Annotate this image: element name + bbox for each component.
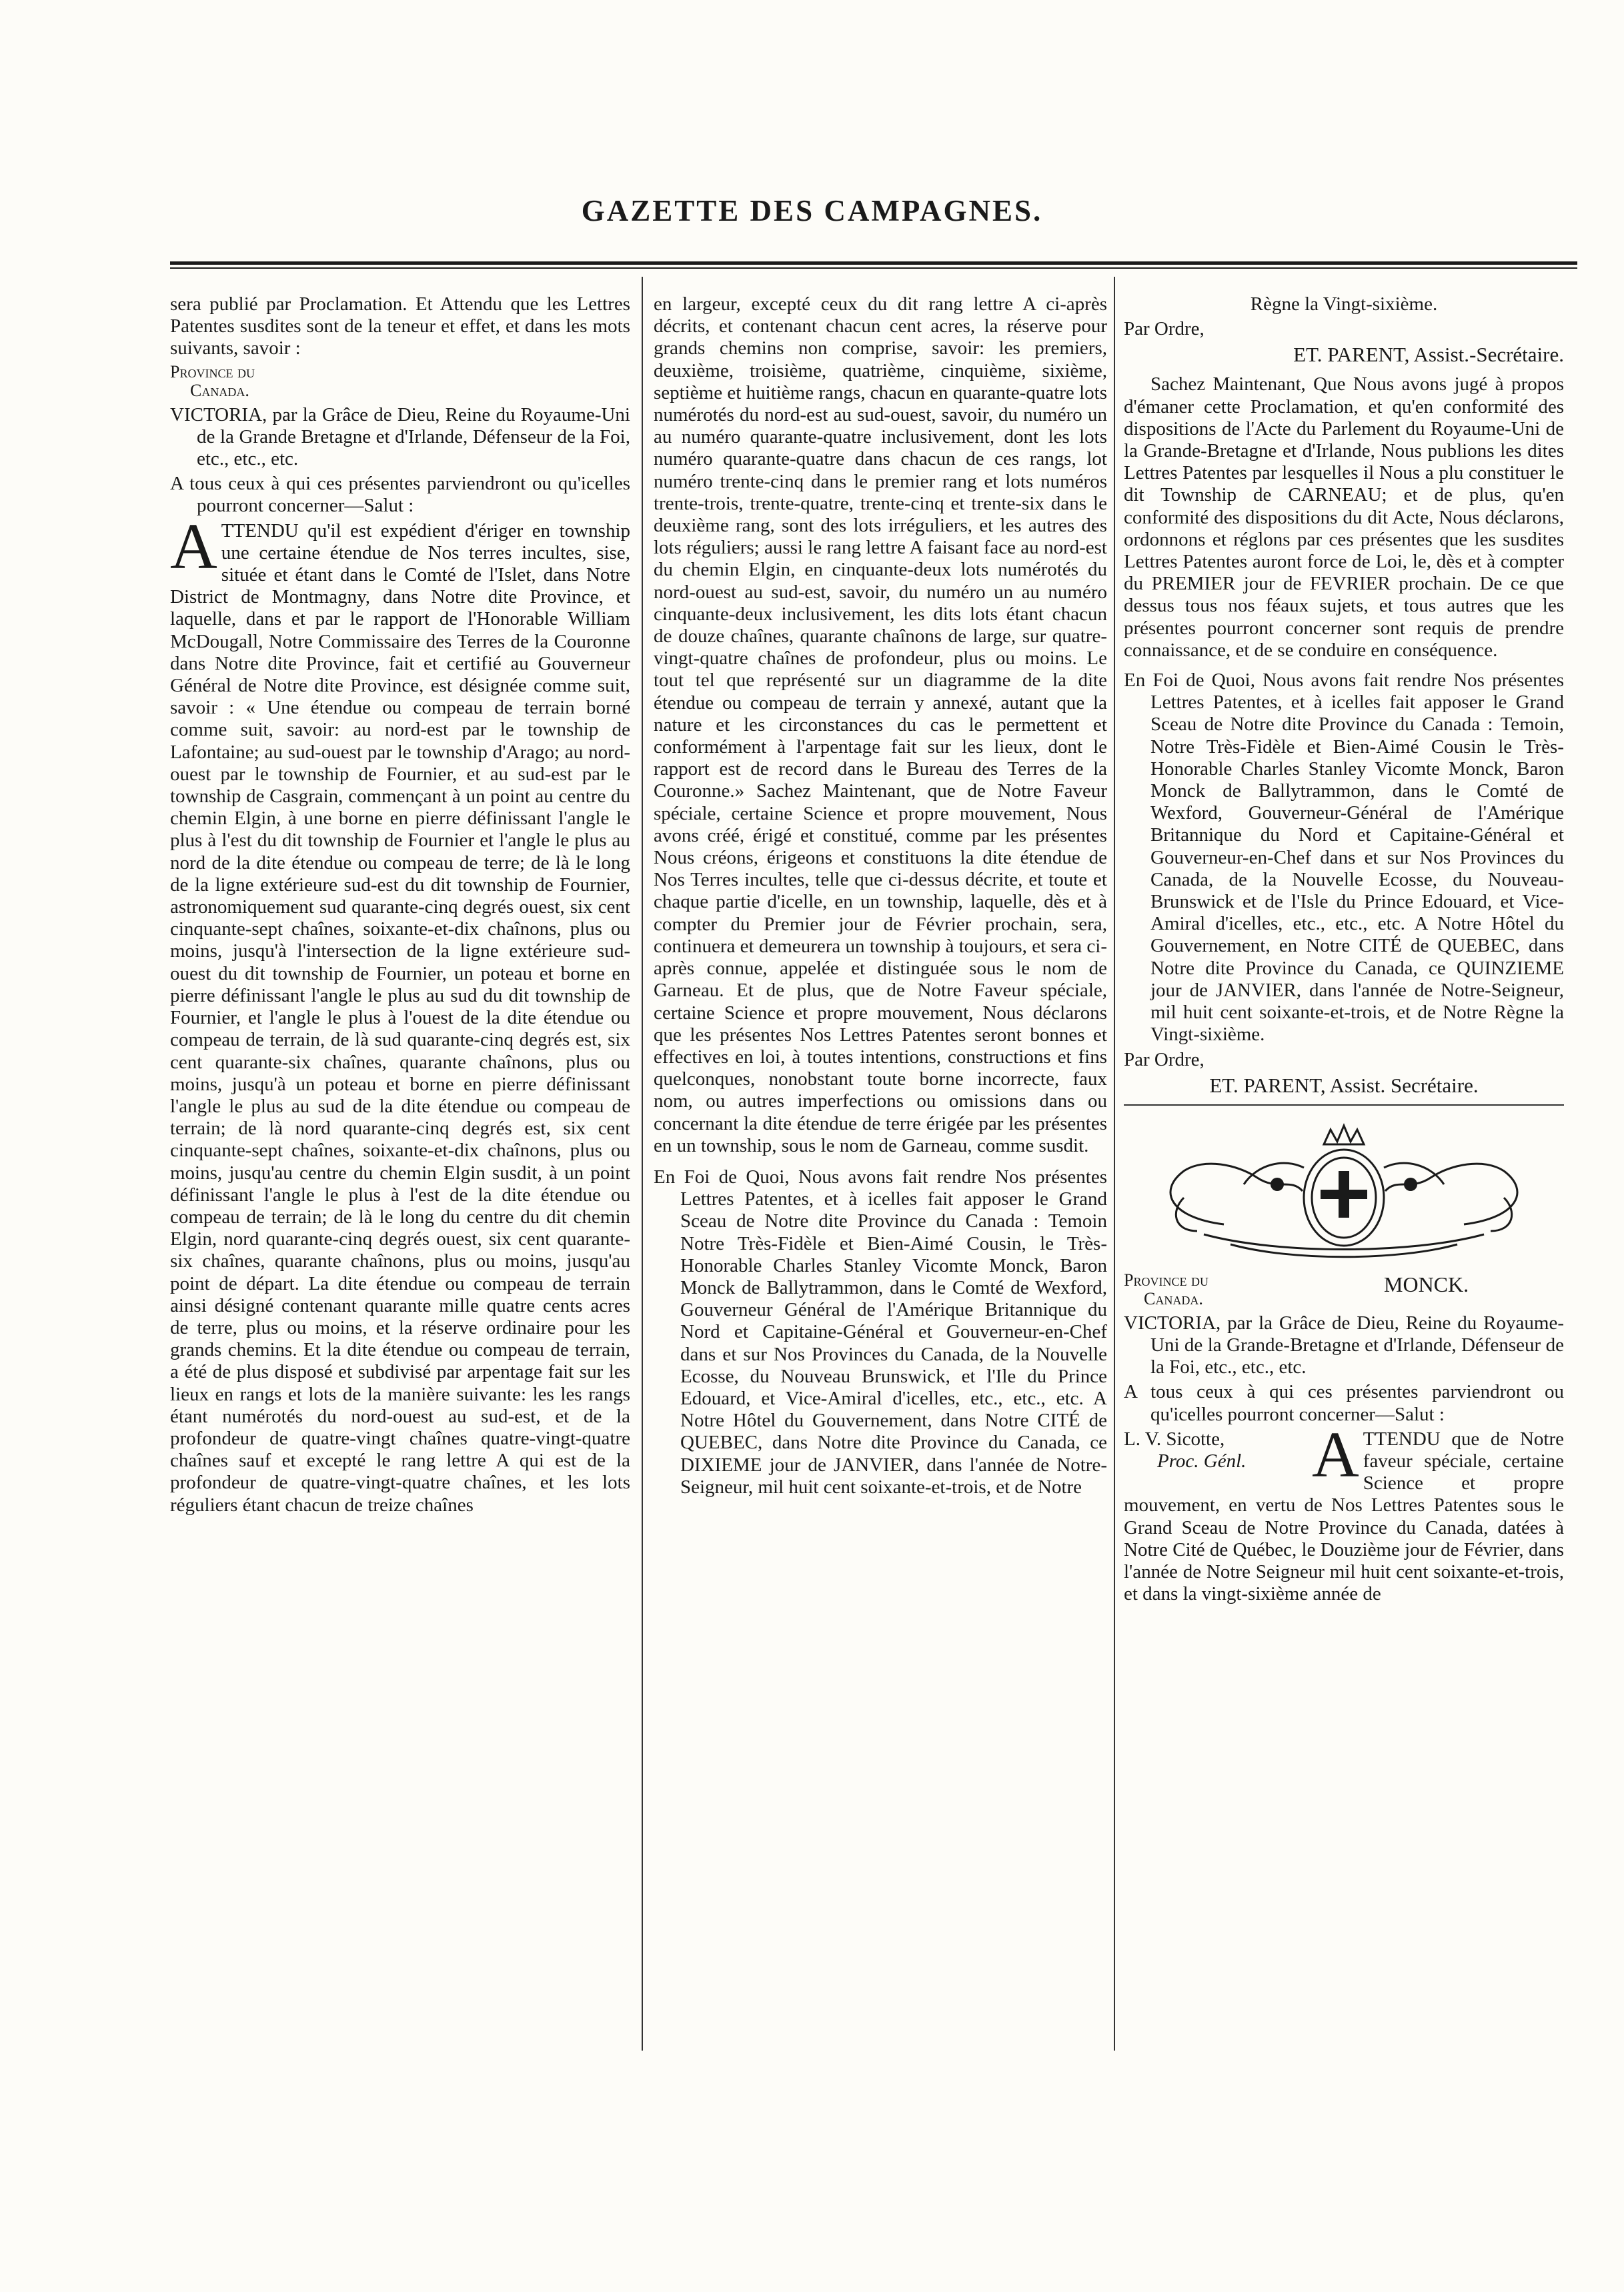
column-2 [654, 293, 1107, 1501]
sicotte-signature: L. V. Sicotte, Proc. Génl. [1124, 1428, 1247, 1472]
monck-signature: MONCK. [1384, 1272, 1469, 1296]
drop-cap-2: A [1312, 1418, 1359, 1491]
victoria-heading: VICTORIA, par la Grâce de Dieu, Reine du Royaume-Uni de la Grande Bretagne et d'Irlande, Défenseur de la Foi, etc., etc., etc. [170, 403, 630, 470]
victoria-heading-2: VICTORIA, par la Grâce de Dieu, Reine du Royaume-Uni de la Grande-Bretagne et d'Irlande, Défenseur de la Foi, etc., etc., etc. [1124, 1312, 1564, 1378]
royal-arms-emblem [1144, 1118, 1544, 1264]
par-ordre-2: Par Ordre, [1124, 1048, 1204, 1070]
column-1 [170, 293, 630, 1519]
foi-paragraph-2: En Foi de Quoi, Nous avons fait rendre Nos présentes Lettres Patentes, et à icelles fait apposer le Grand Sceau de Notre dite Province du Canada : Temoin, Notre Très-Fidèle et Bien-Aimé Cousin le Très-Honorable Charles Stanley Vicomte Monck, Baron Monck de Ballytrammon, dans le Comté de Wexford, Gouverneur-Général de l'Amérique Britannique du Nord et Capitaine-Général et Gouverneur-en-Chef dans et sur Nos Provinces du Canada, de la Nouvelle Ecosse, du Nouveau-Brunswick et de l'Isle du Prince Edouard, et Vice-Amiral d'icelles, etc., etc., etc. A Notre Hôtel du Gouvernement, en Notre CITÉ de QUEBEC, dans Notre dite Province du Canada, ce QUINZIEME jour de JANVIER, dans l'année de Notre-Seigneur, mil huit cent soixante-et-trois, et de Notre Règne la Vingt-sixième. [1124, 670, 1564, 1046]
header-rule-thin [170, 267, 1577, 269]
drop-cap: A [170, 510, 217, 583]
attendu-text: TTENDU que de Notre faveur spéciale, certaine Science et propre mouvement, en vertu de Nos Lettres Patentes sous le Grand Sceau de Notre Province du Canada, datées à Notre Cité de Québec, le Douzième jour de Février, dans l'année de Notre Seigneur mil huit cent soixante-et-trois, et dans la vingt-sixième année de [1124, 1428, 1564, 1605]
column-divider-2 [1114, 277, 1115, 2051]
intro-paragraph: sera publié par Proclamation. Et Attendu que les Lettres Patentes susdites sont de la teneur et effet, et dans les mots suivants, savoir : [170, 293, 630, 359]
sachez-paragraph: Sachez Maintenant, Que Nous avons jugé à propos d'émaner cette Proclamation, et qu'en conformité des dispositions de l'Acte du Parlement du Royaume-Uni de la Grande-Bretagne et d'Irlande, Nous publions les dites Lettres Patentes par lesquelles il Nous a plu constituer le dit Township de CARNEAU; et de plus, qu'en conformité des dispositions du dit Acte, Nous déclarons, ordonnons et réglons par ces présentes que les susdites Lettres Patentes auront force de Loi, le, dès et à compter du PREMIER jour de FEVRIER prochain. De ce que dessus tous nos féaux sujets, et tous autres que les présentes pourront concerner sont requis de prendre connaissance, et de se conduire en conséquence. [1124, 373, 1564, 661]
regne-line: Règne la Vingt-sixième. [1250, 293, 1438, 315]
description-paragraph: en largeur, excepté ceux du dit rang lettre A ci-après décrits, et contenant chacun cent acres, la réserve pour grands chemins non comprise, savoir: les premiers, deuxième, troisième, quatrième, cinquième, sixième, septième et huitième rangs, chacun en quarante-quatre lots numérotés du nord-est au sud-ouest, savoir, du numéro un au numéro quarante-quatre inclusivement, dont les lots numéro quarante-quatre dans chacun de ces rangs, lot numéro trente-cinq dans le premier rang et lots numéros trente-trois, trente-quatre, trente-cinq et trente-six dans le deuxième rang, sont des lots irréguliers, et les autres des lots réguliers; aussi le rang lettre A faisant face au nord-est du chemin Elgin, en cinquante-deux lots numérotés du nord-ouest au sud-est, savoir, du numéro un au numéro cinquante-deux inclusivement, les dits lots étant chacun de douze chaînes, quarante chaînons de large, sur quatre-vingt-quatre chaînes de profondeur, plus ou moins. Le tout tel que représenté sur un diagramme de la dite étendue ou compeau de terrain y annexé, autant que la nature et les circonstances du cas le permettent et conformément à l'arpentage fait sur les lieux, dont le rapport est de record dans le Bureau des Terres de la Couronne.» Sachez Maintenant, que de Notre Faveur spéciale, certaine Science et propre mouvement, Nous avons créé, érigé et constitué, comme par les présentes Nous créons, érigeons et constituons la dite étendue de Nos Terres incultes, telle que ci-dessus décrite, et toute et chaque partie d'icelle, en un township, laquelle, dès et à compter du Premier jour de Février prochain, sera, continuera et demeurera un township à toujours, et sera ci-après connue, appelée et distinguée sous le nom de Garneau. Et de plus, que de Notre Faveur spéciale, certaine Science et propre mouvement, Nous déclarons que les présentes Nos Lettres Patentes seront bonnes et effectives en loi, à toutes intentions, constructions et fins quelconques, nonobstant toute borne incorrecte, faux nom, ou autres imperfections ou omissions dans ou concernant la dite étendue de terre érigée par les présentes en un township, sous le nom de Garneau, comme susdit. [654, 293, 1107, 1156]
salutation-2: A tous ceux à qui ces présentes parviendront ou qu'icelles pourront concerner—Salut : [1124, 1381, 1564, 1425]
page-title: GAZETTE DES CAMPAGNES. [581, 194, 1043, 227]
salutation: A tous ceux à qui ces présentes parviendront ou qu'icelles pourront concerner—Salut : [170, 473, 630, 517]
column-divider-1 [642, 277, 643, 2051]
divider-line [1124, 1104, 1564, 1106]
column-3 [1124, 293, 1564, 1605]
signature-parent: ET. PARENT, Assist.-Secrétaire. [1293, 343, 1564, 367]
masthead [0, 193, 1624, 228]
province-label: Province du Canada. [170, 361, 255, 400]
attendu-block [1124, 1418, 1564, 1606]
signature-parent-2: ET. PARENT, Assist. Secrétaire. [1209, 1073, 1479, 1097]
header-rule-thick [170, 261, 1577, 265]
province-label-2: Province du Canada. MONCK. [1124, 1270, 1469, 1308]
foi-paragraph: En Foi de Quoi, Nous avons fait rendre Nos présentes Lettres Patentes, et à icelles fait apposer le Grand Sceau de Notre dite Province du Canada : Temoin Notre Très-Fidèle et Bien-Aimé Cousin, le Très-Honorable Charles Stanley Vicomte Monck, Baron Monck de Ballytrammon, dans le Comté de Wexford, Gouverneur Général de l'Amérique Britannique du Nord et Capitaine-Général et Gouverneur-en-Chef dans et sur Nos Provinces du Canada, de la Nouvelle Ecosse, du Nouveau Brunswick, et l'Ile du Prince Edouard, et Vice-Amiral d'icelles, etc., etc., etc. A Notre Hôtel du Gouvernement, dans Notre CITÉ de QUEBEC, dans Notre dite Province du Canada, ce DIXIEME jour de JANVIER, dans l'année de Notre-Seigneur, mil huit cent soixante-et-trois, et de Notre [654, 1166, 1107, 1498]
attendu-paragraph: ATTENDU qu'il est expédient d'ériger en township une certaine étendue de Nos terres incultes, sise, située et étant dans le Comté de l'Islet, dans Notre District de Montmagny, dans Notre dite Province, et laquelle, dans et par le rapport de l'Honorable William McDougall, Notre Commissaire des Terres de la Couronne dans Notre dite Province, fait et certifié au Gouverneur Général de Notre dite Province, est désignée comme suit, savoir : « Une étendue ou compeau de terrain borné comme suit, savoir: au nord-est par le township de Lafontaine; au sud-ouest par le township d'Arago; au nord-ouest par le township de Fournier, et au sud-est par le township de Casgrain, commençant à un point au centre du chemin Elgin, à une borne en pierre définissant l'angle le plus à l'est du dit township de Fournier et l'angle le plus au nord de la dite étendue ou compeau de terre; de là le long de la ligne extérieure sud-est du dit township de Fournier, astronomiquement sud quarante-cinq degrés ouest, six cent cinquante-sept chaînes, soixante-et-dix chaînons, plus ou moins, jusqu'à l'intersection de la ligne extérieure sud-ouest du dit township de Fournier, un poteau et borne en pierre définissant l'angle le plus au sud du dit township de Fournier, et l'angle le plus à l'ouest de la dite étendue ou compeau de terrain, de là sud quarante-cinq degrés est, six cent quarante-six chaînes, quarante chaînons, plus ou moins, jusqu'à un poteau et borne en pierre définissant l'angle le plus au sud de la dite étendue ou compeau de terrain; de là nord quarante-cinq degrés est, six cent cinquante-sept chaînes, soixante-et-dix chaînons, plus ou moins, jusqu'au centre du chemin Elgin susdit, à un point définissant l'angle le plus à l'est de la dite étendue ou compeau de terrain; de là le long du centre du dit chemin Elgin, nord quarante-cinq degrés ouest, six cent quarante-six chaînes, quarante chaînons, plus ou moins, jusqu'au point de départ. La dite étendue ou compeau de terrain ainsi désigné contenant quarante mille quatre cents acres de terre, plus ou moins, et la réserve ordinaire pour les grands chemins. Et la dite étendue ou compeau de terrain, a été de plus disposé et subdivisé par arpentage fait sur les lieux en rangs et lots de la manière suivante: les les rangs étant numérotés du nord-ouest au sud-est, et de la profondeur de quatre-vingt chaînes quatre-vingt-quatre chaînes sauf et excepté le rang lettre A qui est de la profondeur de quatre-vingt-quatre chaînes, et les lots réguliers étant chacun de treize chaînes [170, 510, 630, 1516]
par-ordre: Par Ordre, [1124, 318, 1204, 340]
